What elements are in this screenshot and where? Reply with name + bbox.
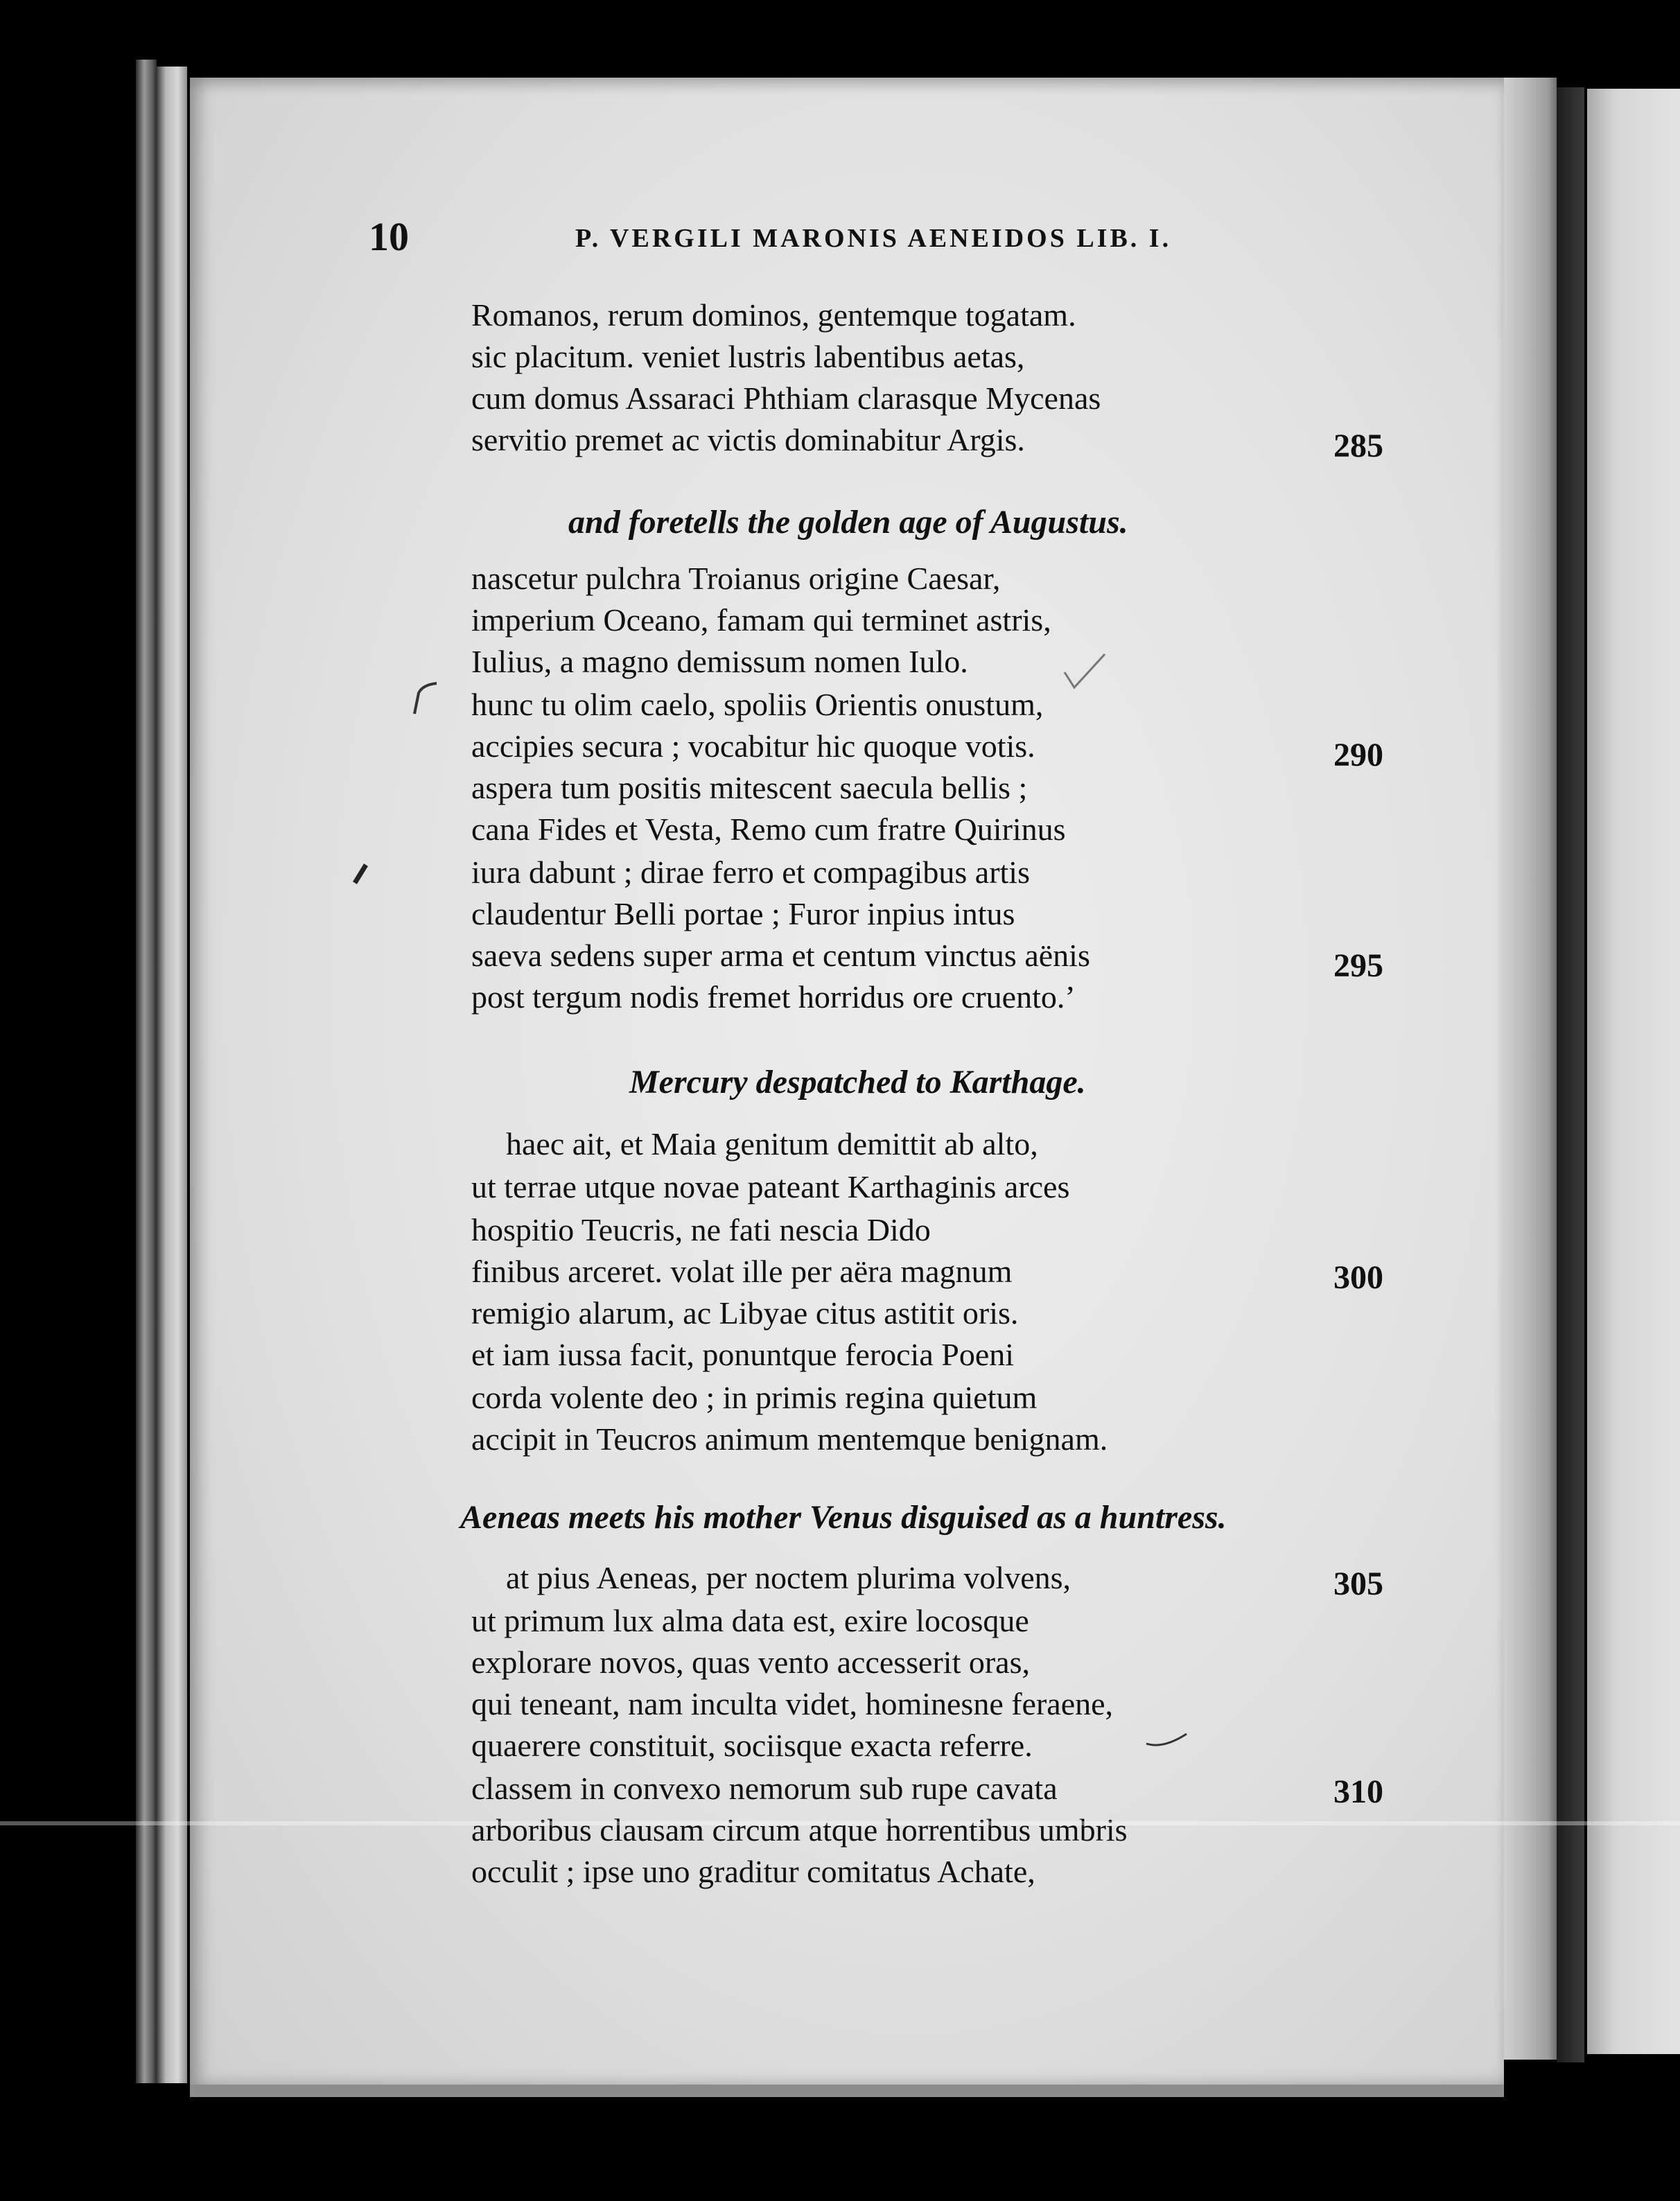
verse-line: cum domus Assaraci Phthiam clarasque Mycenas bbox=[471, 380, 1101, 416]
facing-page-edge bbox=[1587, 89, 1680, 2054]
verse-line: accipies secura ; vocabitur hic quoque votis. bbox=[471, 728, 1035, 764]
line-number: 295 bbox=[1333, 947, 1383, 984]
verse-line: et iam iussa facit, ponuntque ferocia Poeni bbox=[471, 1337, 1015, 1372]
verse-line: post tergum nodis fremet horridus ore cruento.’ bbox=[471, 979, 1076, 1015]
verse-line: occulit ; ipse uno graditur comitatus Achate, bbox=[471, 1854, 1035, 1889]
page-stack-edge-right bbox=[1501, 78, 1557, 2060]
line-number: 290 bbox=[1333, 737, 1383, 773]
section-heading: and foretells the golden age of Augustus. bbox=[568, 504, 1128, 541]
verse-line: sic placitum. veniet lustris labentibus aetas, bbox=[471, 339, 1025, 374]
verse-line: finibus arceret. volat ille per aëra magnum bbox=[471, 1254, 1013, 1289]
verse-line: corda volente deo ; in primis regina quietum bbox=[471, 1380, 1038, 1415]
line-number: 285 bbox=[1333, 428, 1383, 464]
page-stack-edge-left bbox=[157, 67, 187, 2083]
page-number: 10 bbox=[369, 214, 409, 259]
verse-line: iura dabunt ; dirae ferro et compagibus artis bbox=[471, 854, 1030, 890]
verse-line: explorare novos, quas vento accesserit oras, bbox=[471, 1645, 1030, 1680]
verse-line: ut primum lux alma data est, exire locosque bbox=[471, 1603, 1029, 1638]
section-heading: Aeneas meets his mother Venus disguised as a huntress. bbox=[460, 1499, 1227, 1536]
pencil-mark bbox=[1142, 1719, 1191, 1753]
page-gap-shadow bbox=[1557, 87, 1584, 2062]
verse-line: quaerere constituit, sociisque exacta referre. bbox=[471, 1728, 1033, 1763]
verse-line: hunc tu olim caelo, spoliis Orientis onustum, bbox=[471, 687, 1044, 722]
pencil-mark bbox=[409, 679, 450, 721]
pencil-mark bbox=[349, 859, 377, 887]
verse-line: classem in convexo nemorum sub rupe cavata bbox=[471, 1771, 1058, 1806]
verse-line: nascetur pulchra Troianus origine Caesar, bbox=[471, 561, 1001, 596]
verse-line: hospitio Teucris, ne fati nescia Dido bbox=[471, 1212, 931, 1247]
section-heading: Mercury despatched to Karthage. bbox=[629, 1064, 1086, 1100]
verse-line: haec ait, et Maia genitum demittit ab alto, bbox=[506, 1126, 1038, 1161]
verse-line: ut terrae utque novae pateant Karthaginis arces bbox=[471, 1169, 1070, 1204]
scan-line-artifact bbox=[0, 1821, 1680, 1825]
line-number: 305 bbox=[1333, 1566, 1383, 1602]
line-number: 300 bbox=[1333, 1259, 1383, 1296]
running-head: P. VERGILI MARONIS AENEIDOS LIB. I. bbox=[575, 224, 1172, 253]
verse-line: arboribus clausam circum atque horrentibus umbris bbox=[471, 1812, 1128, 1848]
pencil-mark bbox=[1060, 651, 1109, 693]
verse-line: qui teneant, nam inculta videt, hominesne feraene, bbox=[471, 1686, 1114, 1721]
line-number: 310 bbox=[1333, 1773, 1383, 1810]
verse-line: saeva sedens super arma et centum vinctus aënis bbox=[471, 938, 1090, 973]
book-spine-edge bbox=[136, 60, 157, 2083]
page-bottom-edge bbox=[190, 2085, 1504, 2097]
verse-line: accipit in Teucros animum mentemque benignam. bbox=[471, 1421, 1108, 1457]
verse-line: cana Fides et Vesta, Remo cum fratre Quirinus bbox=[471, 812, 1066, 847]
verse-line: imperium Oceano, famam qui terminet astris, bbox=[471, 602, 1051, 638]
verse-line: claudentur Belli portae ; Furor inpius intus bbox=[471, 896, 1015, 931]
verse-line: Iulius, a magno demissum nomen Iulo. bbox=[471, 644, 968, 679]
verse-line: at pius Aeneas, per noctem plurima volvens, bbox=[506, 1560, 1071, 1595]
verse-line: remigio alarum, ac Libyae citus astitit oris. bbox=[471, 1295, 1019, 1331]
verse-line: aspera tum positis mitescent saecula bellis ; bbox=[471, 770, 1028, 805]
verse-line: servitio premet ac victis dominabitur Argis. bbox=[471, 422, 1025, 457]
verse-line: Romanos, rerum dominos, gentemque togatam. bbox=[471, 297, 1076, 333]
